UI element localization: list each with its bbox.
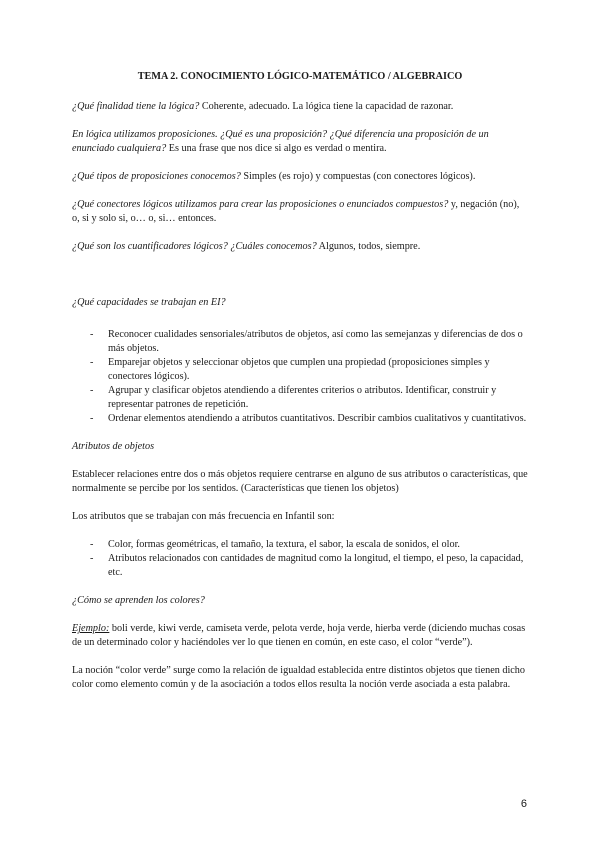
question: ¿Qué tipos de proposiciones conocemos? (72, 171, 241, 182)
colores-heading: ¿Cómo se aprenden los colores? (72, 595, 205, 606)
qa-paragraph (72, 240, 528, 254)
document-title: TEMA 2. CONOCIMIENTO LÓGICO-MATEMÁTICO / ALGEBRAICO (137, 71, 463, 82)
answer: Es una frase que nos dice si algo es verdad o mentira. (166, 143, 387, 154)
answer: Simples (es rojo) y compuestas (con conectores lógicos). (240, 171, 476, 182)
qa-paragraph (72, 128, 528, 156)
question: ¿Qué finalidad tiene la lógica? (72, 101, 200, 112)
atributos-heading: Atributos de objetos (72, 441, 155, 452)
list-item: - Emparejar objetos y seleccionar objetos que cumplen una propiedad (proposiciones simples y conectores lógicos). (72, 356, 528, 384)
atributos-list (72, 538, 528, 580)
question: ¿Qué son los cuantificadores lógicos? ¿Cuáles conocemos? (72, 241, 317, 252)
answer: y, negación (no), o, si y solo si, o… o, si… entonces. (72, 199, 520, 224)
page-number: 6 (520, 798, 527, 810)
atributos-paragraph: Establecer relaciones entre dos o más objetos requiere centrarse en alguno de sus atributos o características, que normalmente se percibe por los sentidos. (Características que tienen los objetos) (72, 469, 528, 494)
example-label: Ejemplo: (72, 623, 110, 634)
atributos-intro: Los atributos que se trabajan con más frecuencia en Infantil son: (72, 511, 335, 522)
colores-example (72, 622, 528, 650)
question: En lógica utilizamos proposiciones. ¿Qué es una proposición? ¿Qué diferencia una proposición de un enunciado cualquiera? (72, 129, 489, 154)
qa-paragraph (72, 198, 528, 226)
colores-paragraph: La noción “color verde” surge como la relación de igualdad establecida entre distintos objetos que tienen dicho color como elemento común y de la asociación a todos ellos resulta la noción verde asociada a esta palabra. (72, 665, 525, 690)
document-page (72, 70, 528, 706)
capacidades-list (72, 328, 528, 426)
qa-paragraph (72, 100, 528, 114)
list-item: - Ordenar elementos atendiendo a atributos cuantitativos. Describir cambios cualitativos y cuantitativos. (72, 412, 528, 426)
list-item: - Atributos relacionados con cantidades de magnitud como la longitud, el tiempo, el peso, la capacidad, etc. (72, 552, 528, 580)
example-text: boli verde, kiwi verde, camiseta verde, pelota verde, hoja verde, hierba verde (diciendo muchas cosas de un determinado color y haciéndoles ver lo que tienen en común, en este caso, el color “verde”). (72, 623, 526, 648)
answer: Algunos, todos, siempre. (316, 241, 421, 252)
capacidades-heading: ¿Qué capacidades se trabajan en EI? (72, 297, 226, 308)
qa-paragraph (72, 170, 528, 184)
question: ¿Qué conectores lógicos utilizamos para crear las proposiciones o enunciados compuestos? (72, 199, 449, 210)
answer: Coherente, adecuado. La lógica tiene la capacidad de razonar. (199, 101, 454, 112)
list-item: - Reconocer cualidades sensoriales/atributos de objetos, así como las semejanzas y diferencias de dos o más objetos. (72, 328, 528, 356)
list-item: - Color, formas geométricas, el tamaño, la textura, el sabor, la escala de sonidos, el olor. (72, 538, 528, 552)
list-item: - Agrupar y clasificar objetos atendiendo a diferentes criterios o atributos. Identificar, construir y representar patrones de repetición. (72, 384, 528, 412)
